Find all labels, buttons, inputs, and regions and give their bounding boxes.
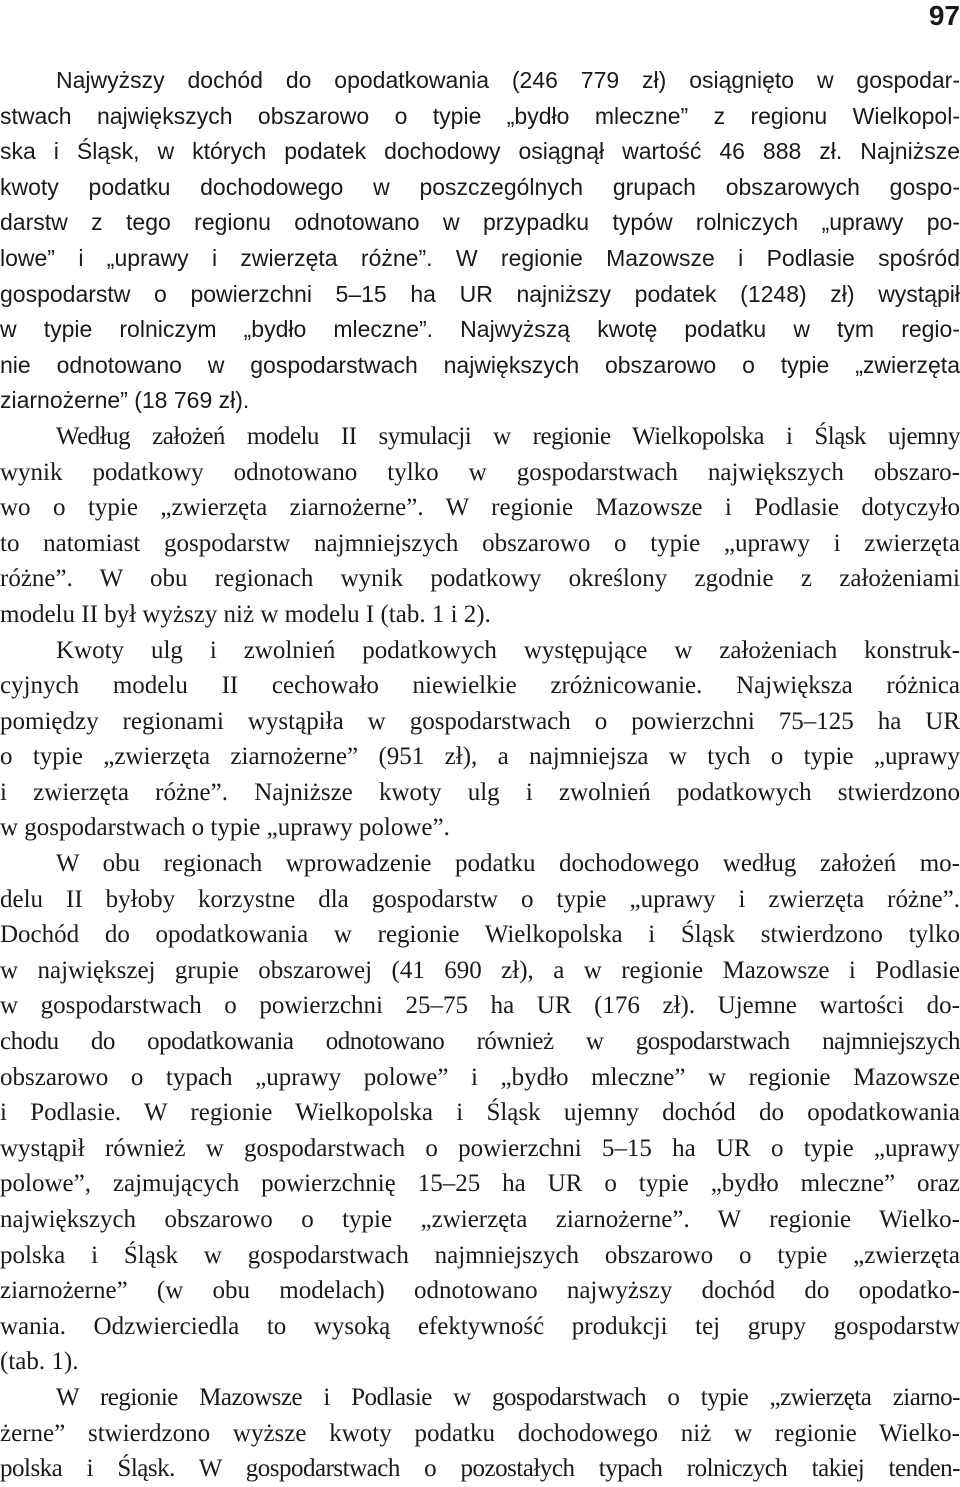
text-line: ska i Śląsk, w których podatek dochodowy osiągnął wartość 46 888 zł. Najniższe [0, 138, 960, 165]
text-line: W obu regionach wprowadzenie podatku dochodowego według założeń mo- [56, 850, 960, 878]
text-line: ziarnożerne” (18 769 zł). [0, 387, 250, 414]
text-line: to natomiast gospodarstw najmniejszych obszarowo o typie „uprawy i zwierzęta [0, 529, 960, 557]
text-line: Najwyższy dochód do opodatkowania (246 779 zł) osiągnięto w gospodar- [56, 67, 960, 93]
text-line: wynik podatkowy odnotowano tylko w gospodarstwach największych obszaro- [0, 458, 960, 486]
text-line: Kwoty ulg i zwolnień podatkowych występujące w założeniach konstruk- [56, 636, 960, 664]
text-line: darstw z tego regionu odnotowano w przypadku typów rolniczych „uprawy po- [0, 209, 960, 236]
text-line: delu II byłoby korzystne dla gospodarstw o typie „uprawy i zwierzęta różne”. [0, 885, 960, 913]
text-line: w typie rolniczym „bydło mleczne”. Najwyższą kwotę podatku w tym regio- [0, 316, 960, 343]
document-body [0, 63, 960, 1487]
text-line: Według założeń modelu II symulacji w regionie Wielkopolska i Śląsk ujemny [56, 422, 960, 450]
text-line: lowe” i „uprawy i zwierzęta różne”. W regionie Mazowsze i Podlasie spośród [0, 244, 960, 271]
text-line: polska i Śląsk. W gospodarstwach o pozostałych typach rolniczych takiej tenden- [0, 1455, 960, 1483]
text-line: żerne” stwierdzono wyższe kwoty podatku dochodowego niż w regionie Wielko- [0, 1419, 960, 1447]
text-line: i Podlasie. W regionie Wielkopolska i Śląsk ujemny dochód do opodatkowania [0, 1099, 960, 1127]
text-line: wania. Odzwierciedla to wysoką efektywność produkcji tej grupy gospodarstw [0, 1312, 960, 1340]
text-line: największych obszarowo o typie „zwierzęta ziarnożerne”. W regionie Wielko- [0, 1206, 960, 1233]
text-line: wo o typie „zwierzęta ziarnożerne”. W regionie Mazowsze i Podlasie dotyczyło [0, 494, 960, 522]
text-line: w największej grupie obszarowej (41 690 zł), a w regionie Mazowsze i Podlasie [0, 956, 960, 984]
text-line: różne”. W obu regionach wynik podatkowy określony zgodnie z założeniami [0, 565, 960, 593]
text-line: chodu do opodatkowania odnotowano również w gospodarstwach najmniejszych [0, 1028, 960, 1056]
text-line: i zwierzęta różne”. Najniższe kwoty ulg i zwolnień podatkowych stwierdzono [0, 778, 960, 806]
text-line: W regionie Mazowsze i Podlasie w gospodarstwach o typie „zwierzęta ziarno- [56, 1383, 960, 1411]
text-line: (tab. 1). [0, 1348, 79, 1376]
text-line: cyjnych modelu II cechowało niewielkie zróżnicowanie. Największa różnica [0, 672, 960, 700]
text-line: kwoty podatku dochodowego w poszczególnych grupach obszarowych gospo- [0, 173, 960, 200]
text-line: polska i Śląsk w gospodarstwach najmniejszych obszarowo o typie „zwierzęta [0, 1241, 960, 1269]
text-line: obszarowo o typach „uprawy polowe” i „bydło mleczne” w regionie Mazowsze [0, 1063, 960, 1091]
page-number: 97 [928, 0, 960, 31]
text-line: Dochód do opodatkowania w regionie Wielkopolska i Śląsk stwierdzono tylko [0, 921, 960, 949]
text-line: wystąpił również w gospodarstwach o powierzchni 5–15 ha UR o typie „uprawy [0, 1134, 960, 1162]
text-line: w gospodarstwach o typie „uprawy polowe”. [0, 814, 450, 842]
text-line: ziarnożerne” (w obu modelach) odnotowano najwyższy dochód do opodatko- [0, 1277, 960, 1305]
text-line: o typie „zwierzęta ziarnożerne” (951 zł), a najmniejsza w tych o typie „uprawy [0, 743, 960, 771]
text-line: nie odnotowano w gospodarstwach największych obszarowo o typie „zwierzęta [0, 351, 960, 378]
text-line: polowe”, zajmujących powierzchnię 15–25 ha UR o typie „bydło mleczne” oraz [0, 1170, 960, 1198]
text-line: stwach największych obszarowo o typie „bydło mleczne” z regionu Wielkopol- [0, 102, 960, 129]
text-line: w gospodarstwach o powierzchni 25–75 ha UR (176 zł). Ujemne wartości do- [0, 992, 960, 1020]
text-line: pomiędzy regionami wystąpiła w gospodarstwach o powierzchni 75–125 ha UR [0, 707, 960, 735]
text-line: gospodarstw o powierzchni 5–15 ha UR najniższy podatek (1248) zł) wystąpił [0, 280, 960, 307]
text-line: modelu II był wyższy niż w modelu I (tab. 1 i 2). [0, 600, 491, 628]
